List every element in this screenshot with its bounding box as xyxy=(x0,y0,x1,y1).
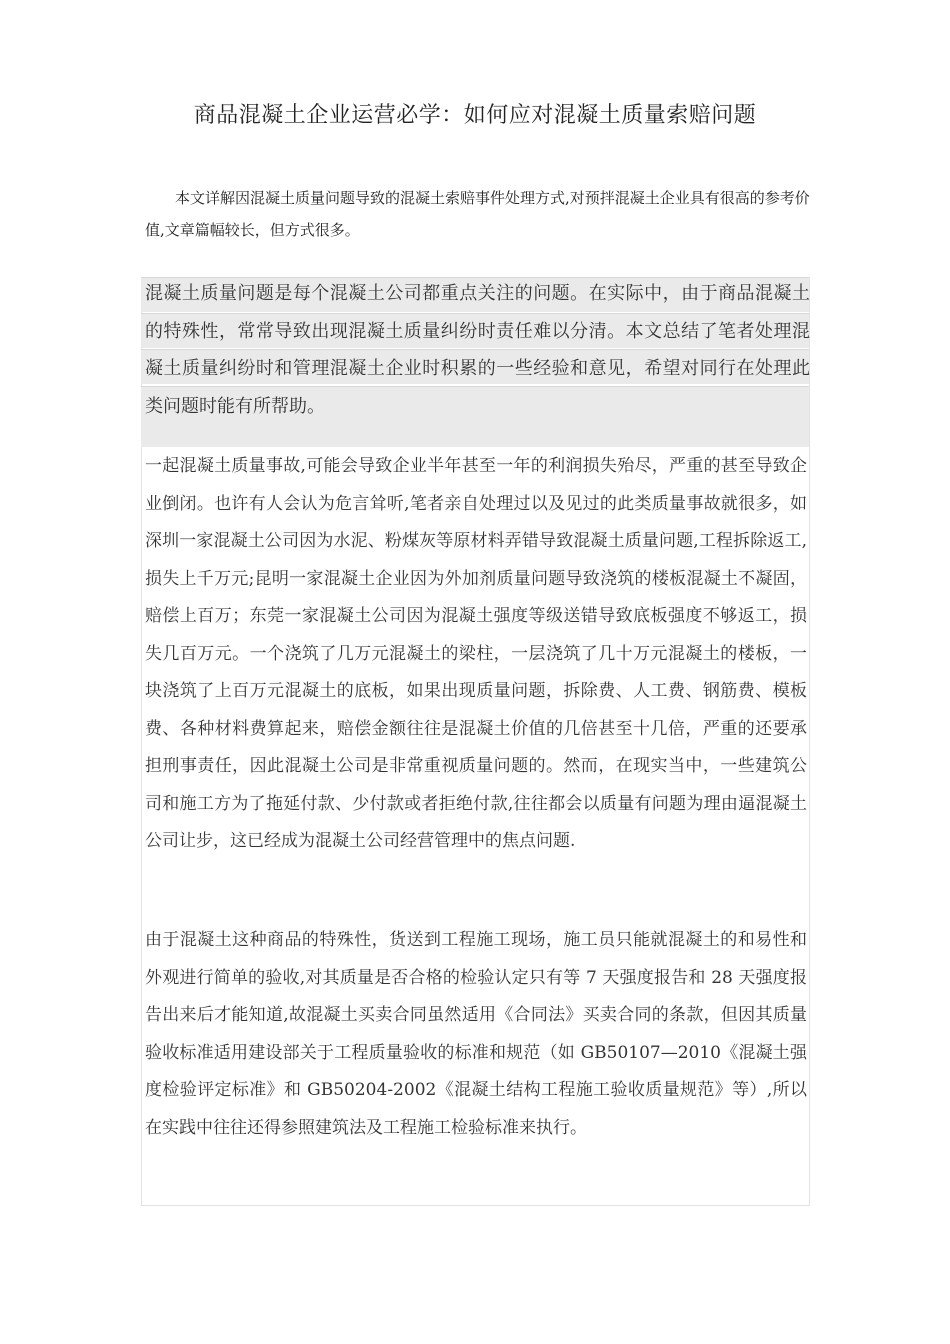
body-paragraph: 由于混凝土这种商品的特殊性，货送到工程施工现场，施工员只能就混凝土的和易性和外观进行简单的验收,对其质量是否合格的检验认定只有等 7 天强度报告和 28 天强度报告出来后才能知道,故混凝土买卖合同虽然适用《合同法》买卖合同的条款，但因其质量验收标准适用建设部关于工程质量验收的标准和规范（如 GB50107—2010《混凝土强度检验评定标准》和 GB50204-2002《混凝土结构工程施工验收质量规范》等）,所以在实践中往往还得参照建筑法及工程施工检验标准来执行。 xyxy=(145,930,807,1138)
intro-paragraph: 本文详解因混凝土质量问题导致的混凝土索赔事件处理方式,对预拌混凝土企业具有很高的参考价值,文章篇幅较长，但方式很多。 xyxy=(145,189,810,239)
highlight-paragraph: 混凝土质量问题是每个混凝土公司都重点关注的问题。在实际中，由于商品混凝土的特殊性，常常导致出现混凝土质量纠纷时责任难以分清。本文总结了笔者处理混凝土质量纠纷时和管理混凝土企业时积累的一些经验和意见，希望对同行在处理此类问题时能有所帮助。 xyxy=(145,283,810,417)
body-paragraph: 一起混凝土质量事故,可能会导致企业半年甚至一年的利润损失殆尽，严重的甚至导致企业倒闭。也许有人会认为危言耸听,笔者亲自处理过以及见过的此类质量事故就很多，如深圳一家混凝土公司因为水泥、粉煤灰等原材料弄错导致混凝土质量问题,工程拆除返工,损失上千万元;昆明一家混凝土企业因为外加剂质量问题导致浇筑的楼板混凝土不凝固，赔偿上百万；东莞一家混凝土公司因为混凝土强度等级送错导致底板强度不够返工，损失几百万元。一个浇筑了几万元混凝土的梁柱，一层浇筑了几十万元混凝土的楼板，一块浇筑了上百万元混凝土的底板，如果出现质量问题，拆除费、人工费、钢筋费、模板费、各种材料费算起来，赔偿金额往往是混凝土价值的几倍甚至十几倍，严重的还要承担刑事责任，因此混凝土公司是非常重视质量问题的。然而，在现实当中，一些建筑公司和施工方为了拖延付款、少付款或者拒绝付款,往往都会以质量有问题为理由逼混凝土公司让步，这已经成为混凝土公司经营管理中的焦点问题. xyxy=(145,456,807,851)
document-title: 商品混凝土企业运营必学：如何应对混凝土质量索赔问题 xyxy=(193,103,757,128)
